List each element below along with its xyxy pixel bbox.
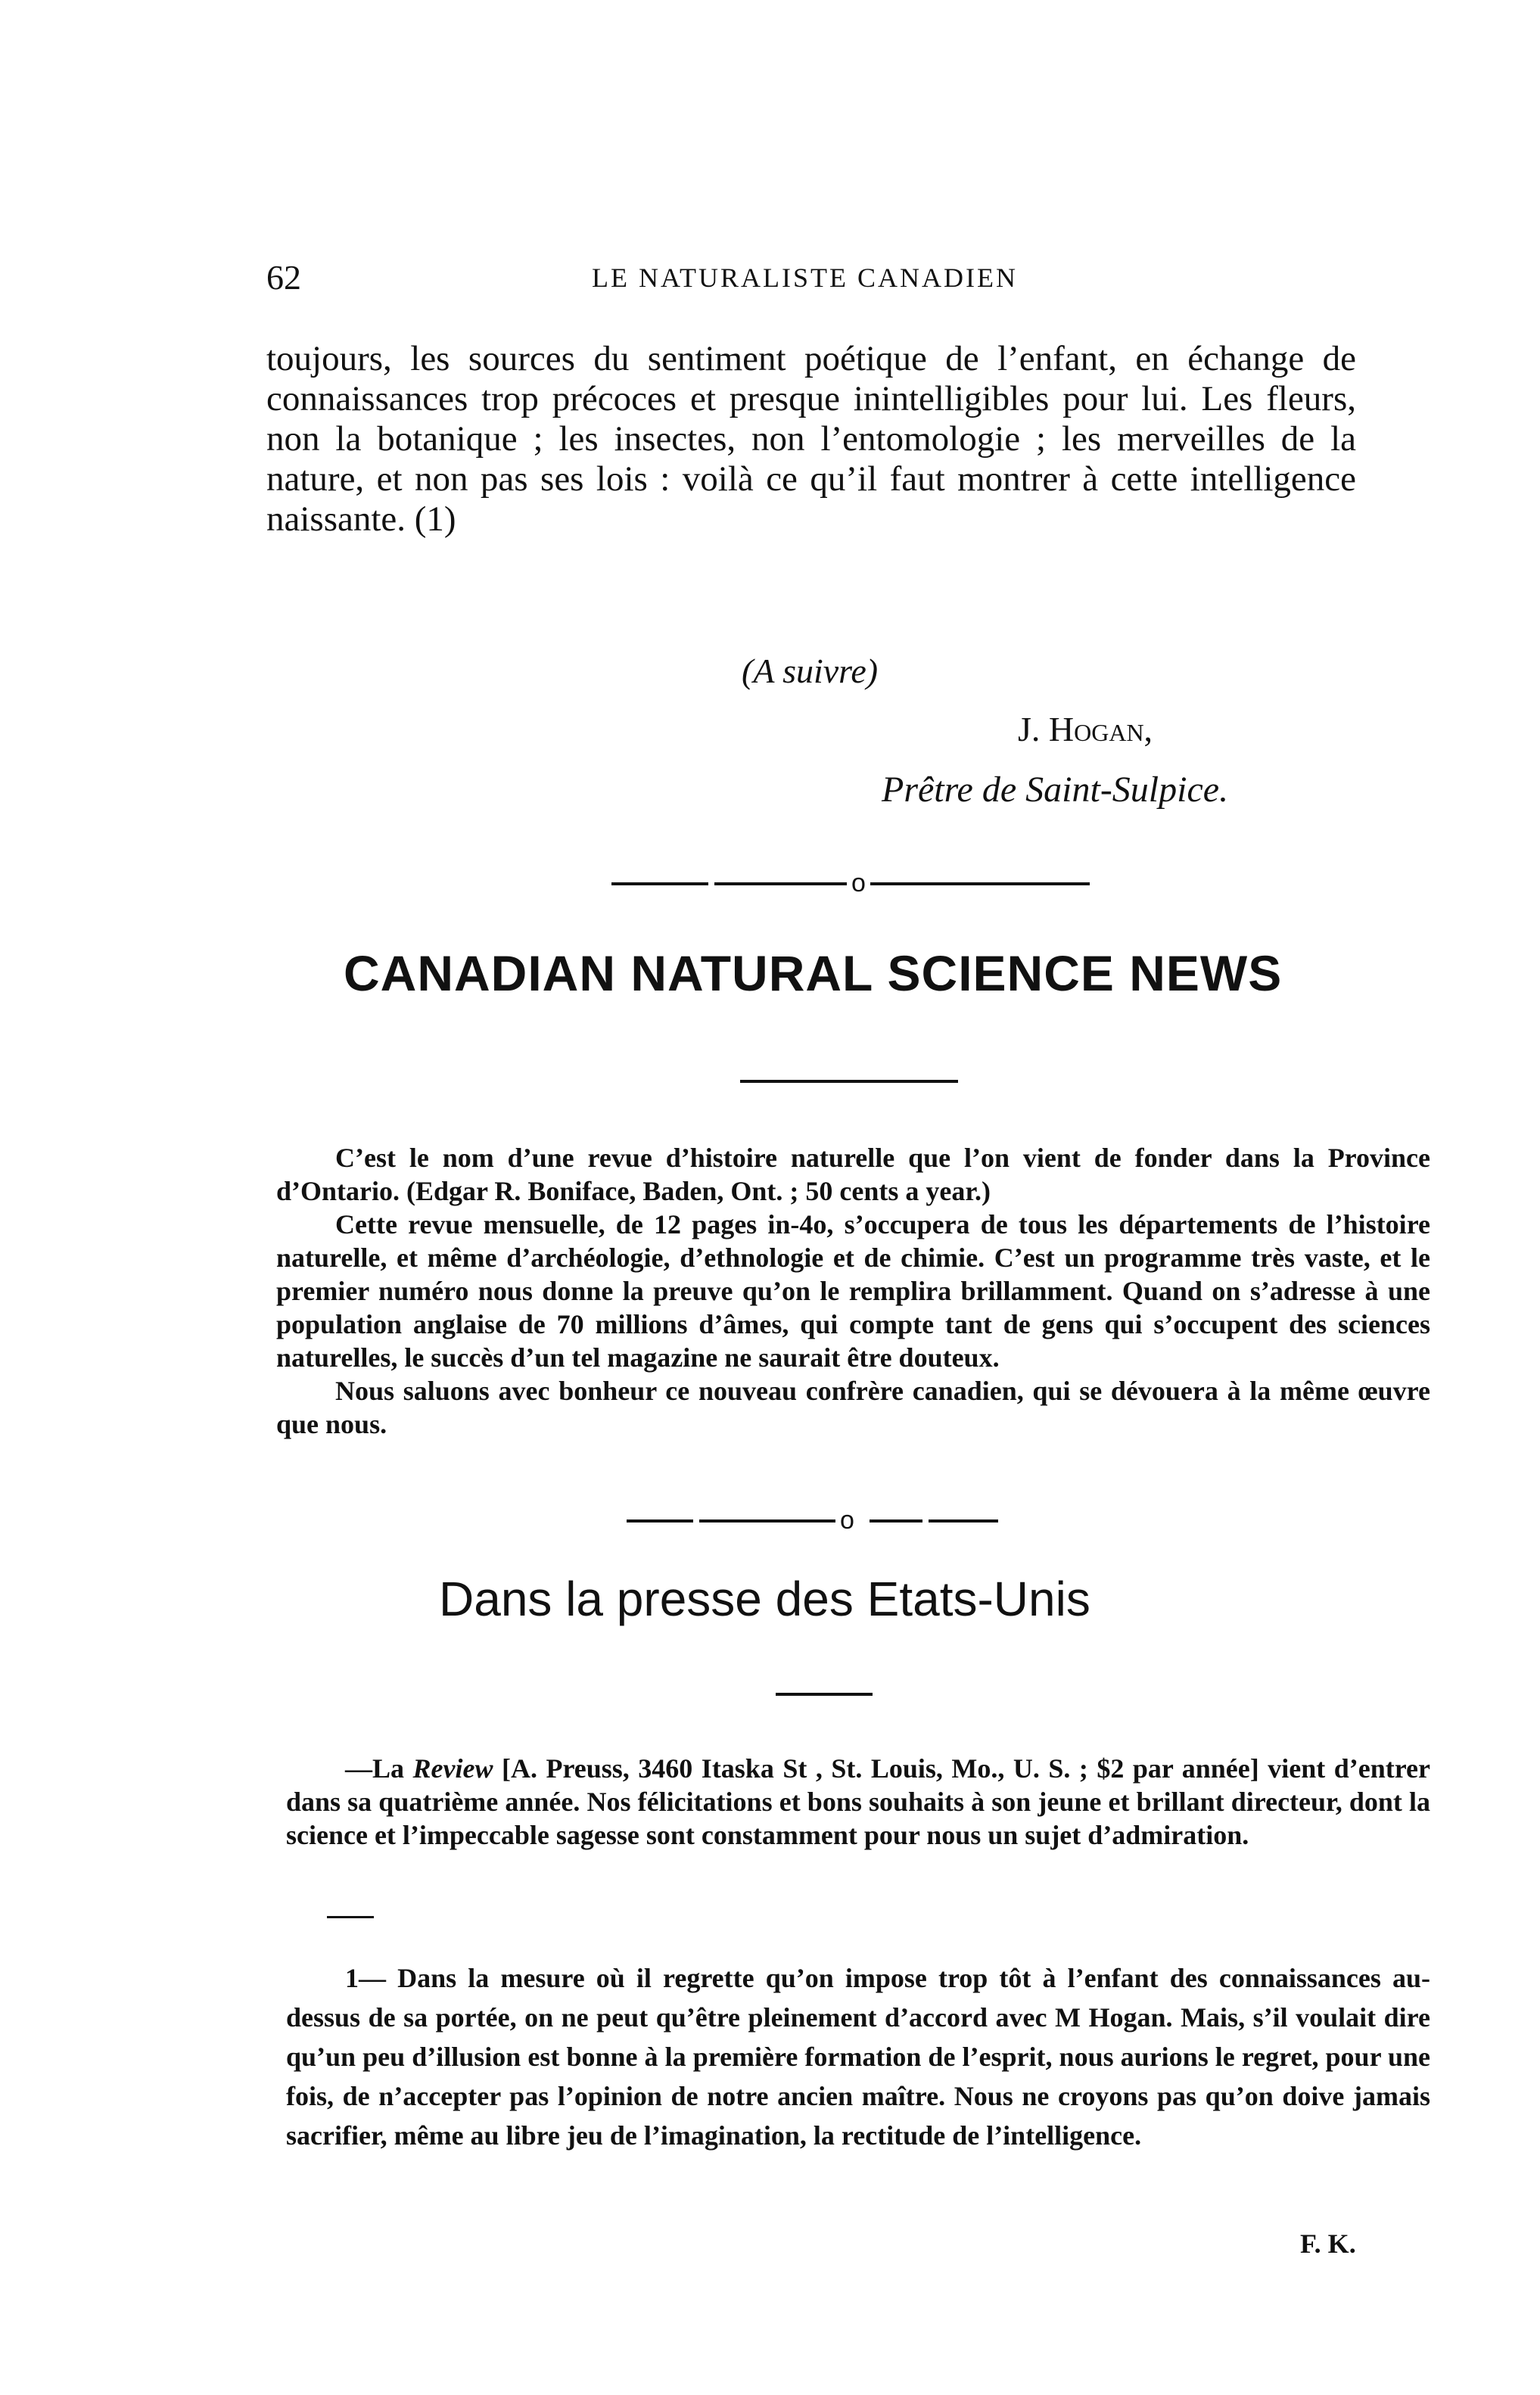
separator-rule <box>699 1519 835 1523</box>
footnote <box>286 1958 1430 2155</box>
separator-rule <box>714 882 847 885</box>
review-text: [A. Preuss, 3460 Itaska St , St. Louis, Mo., U. S. ; $2 par année] vient d’entrer dans sa quatrième année. Nos félicitations et bons souhaits à son jeune et brillant directeur, dont la science et l’impeccable sagesse sont constamment pour nous un sujet d’admiration. <box>286 1753 1430 1850</box>
continued-note: (A suivre) <box>742 652 879 690</box>
separator-rule <box>627 1519 693 1523</box>
page-number: 62 <box>266 258 301 297</box>
author-title: Prêtre de Saint-Sulpice. <box>882 770 1229 810</box>
news-paragraph: Nous saluons avec bonheur ce nouveau confrère canadien, qui se dévouera à la même œuvre que nous. <box>276 1376 1430 1439</box>
separator-rule <box>611 882 708 885</box>
footnote-text: 1— Dans la mesure où il regrette qu’on impose trop tôt à l’enfant des connaissances au-dessus de sa portée, on ne peut qu’être pleinement d’accord avec M Hogan. Mais, s’il voulait dire qu’un peu d’illusion est bonne à la première formation de l’esprit, nous aurions le regret, pour une fois, de n’accepter pas l’opinion de notre ancien maître. Nous ne croyons pas qu’on doive jamais sacrifier, même au libre jeu de l’imagination, la rectitude de l’intelligence. <box>286 1963 1430 2151</box>
separator-rule <box>870 1519 922 1523</box>
section-separator <box>611 869 1090 898</box>
author-name: J. Hogan, <box>1018 710 1153 748</box>
news-section-body <box>276 1141 1430 1441</box>
hogan-article-text <box>266 339 1356 540</box>
news-section-title: CANADIAN NATURAL SCIENCE NEWS <box>344 945 1283 1001</box>
page-header <box>266 257 1356 303</box>
footnote-initials: F. K. <box>1300 2229 1356 2259</box>
news-paragraph: Cette revue mensuelle, de 12 pages in-4o, s’occupera de tous les départements de l’histoire naturelle, et même d’archéologie, d’ethnologie et de chimie. C’est un programme très vaste, et le premier numéro nous donne la preuve qu’on le remplira brillamment. Quand on s’adresse à une population anglaise de 70 millions d’âmes, qui compte tant de gens qui s’occupent des sciences naturelles, le succès d’un tel magazine ne saurait être douteux. <box>276 1209 1430 1373</box>
running-title: LE NATURALISTE CANADIEN <box>592 263 1018 293</box>
separator-rule <box>870 882 1090 885</box>
news-paragraph: C’est le nom d’une revue d’histoire naturelle que l’on vient de fonder dans la Province d’Ontario. (Edgar R. Boniface, Baden, Ont. ; 50 cents a year.) <box>276 1143 1430 1206</box>
separator-rule <box>929 1519 998 1523</box>
presse-section-title: Dans la presse des Etats-Unis <box>439 1572 1090 1626</box>
review-prefix: —La <box>345 1753 413 1784</box>
footnote-rule <box>327 1916 374 1918</box>
separator-mark: o <box>851 869 866 897</box>
section-separator <box>627 1506 998 1535</box>
presse-section-body <box>286 1752 1430 1852</box>
title-rule <box>776 1693 873 1696</box>
title-rule <box>740 1080 958 1083</box>
review-paragraph <box>286 1752 1430 1852</box>
review-name: Review <box>412 1753 493 1784</box>
hogan-paragraph: toujours, les sources du sentiment poétique de l’enfant, en échange de connaissances trop précoces et presque inintelligibles pour lui. Les fleurs, non la botanique ; les insectes, non l’entomologie ; les merveilles de la nature, et non pas ses lois : voilà ce qu’il faut montrer à cette intelligence naissante. (1) <box>266 339 1356 539</box>
separator-mark: o <box>840 1506 854 1535</box>
